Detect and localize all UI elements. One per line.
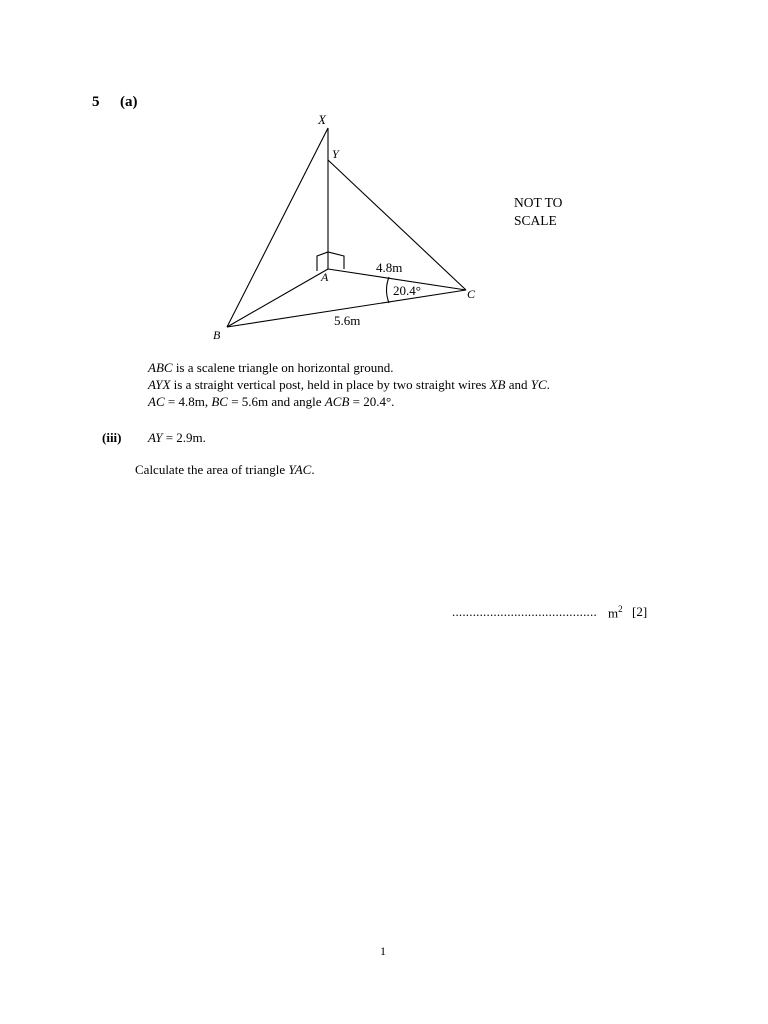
label-y: Y xyxy=(332,147,339,161)
not-to-scale-line1: NOT TO xyxy=(514,195,563,210)
statement-line-2: AYX is a straight vertical post, held in place by two straight wires XB and YC. xyxy=(148,377,550,392)
statement-line-1: ABC is a scalene triangle on horizontal ground. xyxy=(148,360,394,375)
question-number: 5 xyxy=(92,94,100,110)
not-to-scale-line2: SCALE xyxy=(514,213,557,228)
right-angle-marker xyxy=(317,252,344,271)
subpart-instruction: Calculate the area of triangle YAC. xyxy=(135,462,315,477)
label-b: B xyxy=(213,328,221,342)
answer-line[interactable]: .......................................... xyxy=(452,604,597,619)
measure-bc: 5.6m xyxy=(334,313,361,328)
label-x: X xyxy=(318,112,326,127)
answer-unit: $m^2$ xyxy=(608,604,623,621)
question-part: (a) xyxy=(120,94,138,110)
subpart-given: AY = 2.9m. xyxy=(148,430,206,445)
wire-xb xyxy=(227,128,328,327)
triangle-diagram xyxy=(200,100,500,350)
subpart-label: (iii) xyxy=(102,430,122,445)
label-c: C xyxy=(467,287,476,301)
angle-acb-label: 20.4° xyxy=(393,283,421,298)
marks-label: [2] xyxy=(632,604,648,619)
statement-line-3: AC = 4.8m, BC = 5.6m and angle ACB = 20.4°. xyxy=(148,394,395,409)
angle-arc xyxy=(387,277,390,303)
label-a: A xyxy=(321,270,329,284)
page-number: 1 xyxy=(380,944,386,958)
not-to-scale-note xyxy=(514,194,562,230)
measure-ac: 4.8m xyxy=(376,260,403,275)
